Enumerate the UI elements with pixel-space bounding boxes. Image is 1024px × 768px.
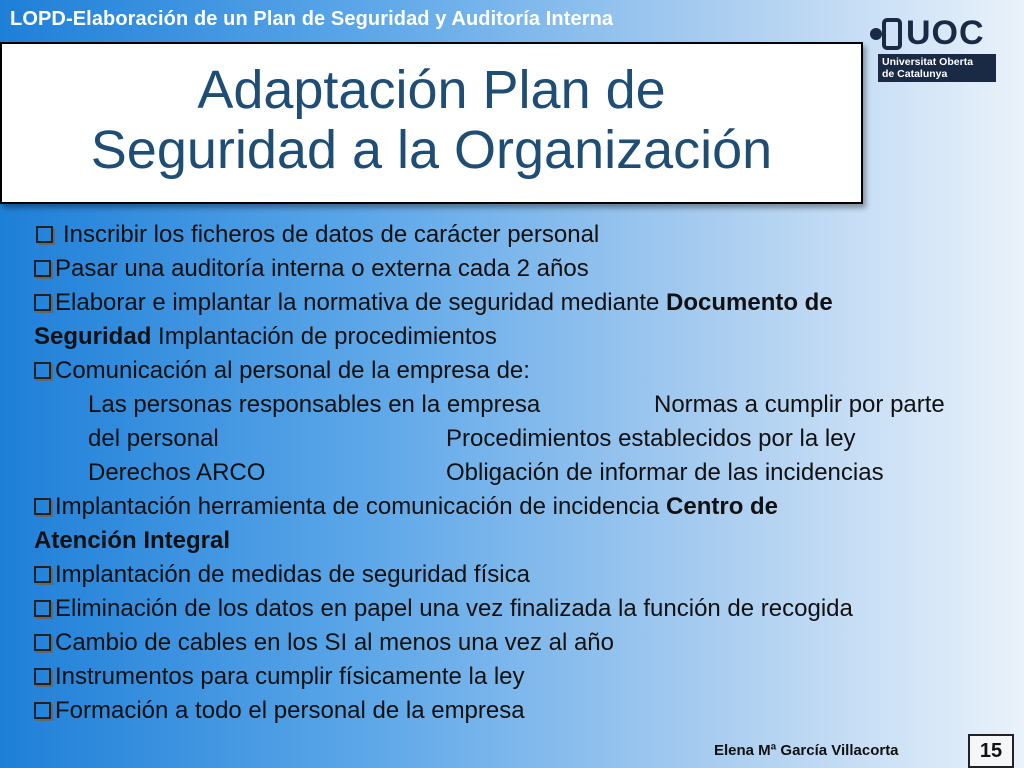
bullet-text: Implantación de medidas de seguridad física — [55, 561, 530, 588]
checkbox-bullet-icon — [34, 566, 51, 583]
footer-author: Elena Mª García Villacorta — [714, 742, 899, 759]
bullet-text: Implantación herramienta de comunicación de incidencia — [55, 493, 667, 520]
uoc-logo-sub-line1: Universitat Oberta — [882, 56, 974, 68]
bullet-item — [34, 354, 1014, 388]
bullet-item — [34, 218, 1014, 252]
bullet-bold-text: Documento de — [666, 289, 833, 316]
bullet-text: Formación a todo el personal de la empresa — [55, 697, 525, 724]
checkbox-bullet-icon — [34, 294, 51, 311]
uoc-logo-subtitle — [878, 54, 996, 82]
bullet-item — [34, 558, 1014, 592]
bullet-bold-text: Centro de — [666, 493, 779, 520]
slide-title-line1: Adaptación Plan de — [197, 60, 666, 120]
bullet-item — [34, 252, 1014, 286]
sub-item-text: del personal — [88, 425, 219, 452]
sub-item-row — [34, 456, 1014, 490]
bullet-text: Inscribir los ficheros de datos de carácter personal — [63, 221, 600, 248]
sub-item-row — [34, 422, 1014, 456]
course-title: LOPD-Elaboración de un Plan de Seguridad y Auditoría Interna — [10, 8, 614, 30]
bullet-bold-text: Atención Integral — [34, 527, 231, 554]
sub-item-text: Derechos ARCO — [88, 459, 266, 486]
bullet-text: Comunicación al personal de la empresa de: — [55, 357, 530, 384]
uoc-logo — [868, 14, 1000, 86]
bullet-item — [34, 490, 1014, 524]
sub-item-text: Procedimientos establecidos por la ley — [446, 425, 856, 452]
bullet-continuation — [34, 524, 1014, 558]
checkbox-bullet-icon — [34, 702, 51, 719]
bullet-text: Pasar una auditoría interna o externa cada 2 años — [55, 255, 589, 282]
bullet-text: Elaborar e implantar la normativa de seguridad mediante — [55, 289, 667, 316]
bullet-text: Implantación de procedimientos — [151, 323, 497, 350]
bullet-text: Instrumentos para cumplir físicamente la ley — [55, 663, 525, 690]
bullet-text: Eliminación de los datos en papel una vez finalizada la función de recogida — [55, 595, 853, 622]
bullet-item — [34, 592, 1014, 626]
checkbox-bullet-icon — [34, 600, 51, 617]
checkbox-bullet-icon — [34, 634, 51, 651]
checkbox-bullet-icon — [34, 260, 51, 277]
bullet-item — [34, 286, 1014, 320]
bullet-item — [34, 626, 1014, 660]
bullet-item — [34, 694, 1014, 728]
bullet-item — [34, 660, 1014, 694]
checkbox-bullet-icon — [34, 668, 51, 685]
sub-item-row — [34, 388, 1014, 422]
checkbox-bullet-icon — [36, 226, 53, 243]
page-number: 15 — [968, 734, 1014, 768]
slide-title-line2: Seguridad a la Organización — [90, 120, 773, 180]
title-box — [0, 42, 863, 204]
uoc-logo-mark — [868, 18, 902, 50]
bullet-bold-text: Seguridad — [34, 323, 152, 350]
sub-item-text: Normas a cumplir por parte — [654, 391, 945, 418]
sub-item-text: Las personas responsables en la empresa — [88, 391, 541, 418]
checkbox-bullet-icon — [34, 498, 51, 515]
bullet-continuation — [34, 320, 1014, 354]
uoc-logo-word: UOC — [906, 14, 985, 52]
sub-item-text: Obligación de informar de las incidencias — [446, 459, 884, 486]
slide-content — [34, 218, 1014, 728]
bullet-text: Cambio de cables en los SI al menos una vez al año — [55, 629, 614, 656]
uoc-logo-sub-line2: de Catalunya — [882, 68, 948, 80]
checkbox-bullet-icon — [34, 362, 51, 379]
